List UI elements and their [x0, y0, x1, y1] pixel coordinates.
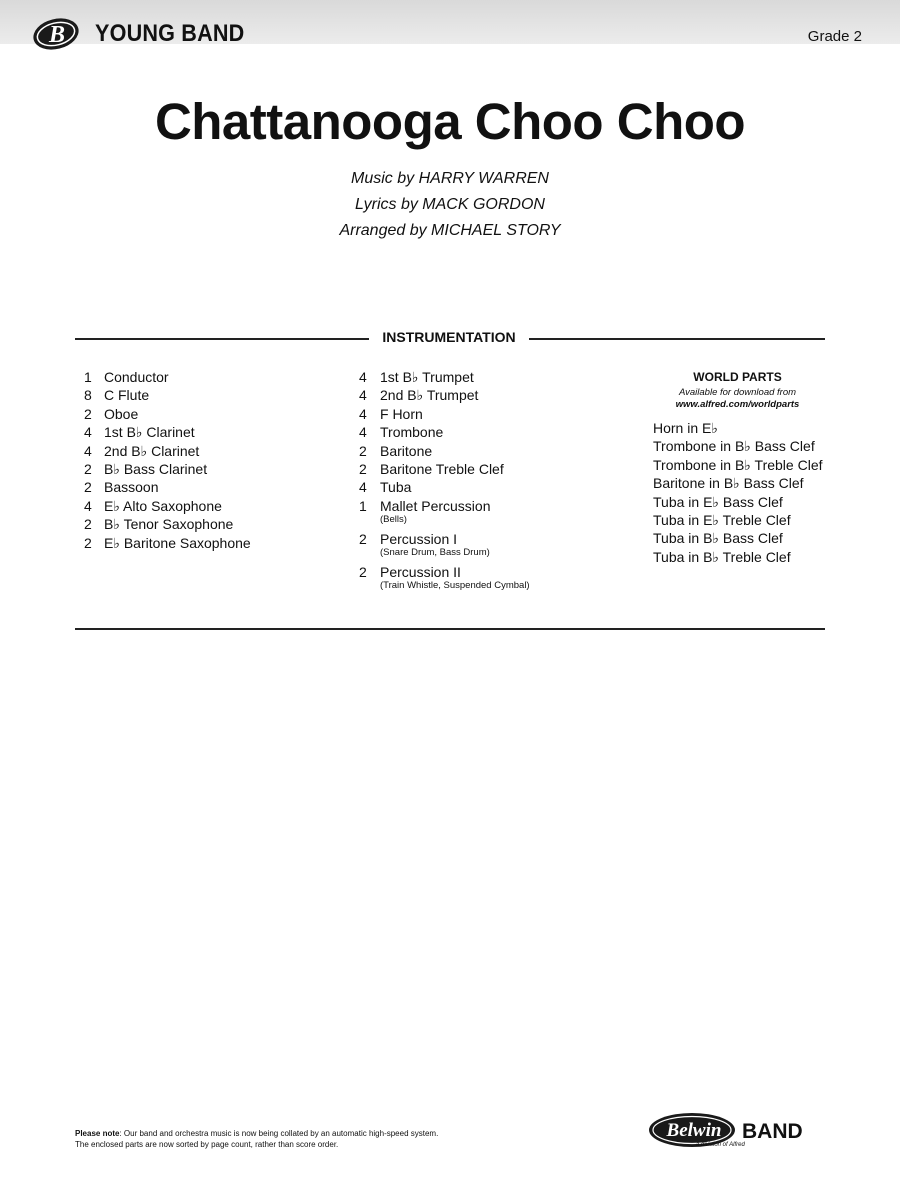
music-credit: Music by HARRY WARREN — [351, 170, 549, 187]
list-item: 1 Conductor — [84, 369, 169, 385]
grade-label: Grade 2 — [807, 28, 862, 45]
series-name: YOUNG BAND — [95, 20, 245, 47]
list-item: Trombone in B♭ Treble Clef — [653, 456, 823, 473]
list-item: 2 Baritone — [359, 442, 433, 459]
list-item: 2 B♭ Bass Clarinet — [84, 460, 208, 477]
list-item: 4 2nd B♭ Trumpet — [359, 387, 479, 404]
publisher-logo — [648, 1110, 828, 1152]
list-item: 8 C Flute — [84, 387, 150, 404]
list-item: Tuba in B♭ Bass Clef — [653, 530, 783, 547]
list-item: 4 F Horn — [359, 405, 423, 422]
series-logo-icon — [32, 12, 82, 58]
lyrics-credit: Lyrics by MACK GORDON — [355, 196, 545, 213]
world-parts-url: www.alfred.com/worldparts — [675, 399, 800, 410]
list-item: Tuba in B♭ Treble Clef — [653, 548, 791, 565]
belwin-logo-text: Belwin — [666, 1120, 722, 1141]
bottom-rule — [75, 628, 825, 630]
instrument-list-left — [84, 368, 251, 552]
list-item: 2 Percussion II (Train Whistle, Suspended Cymbal) — [359, 563, 530, 592]
list-item: 4 2nd B♭ Clarinet — [84, 442, 200, 459]
publisher-sub: a division of Alfred — [696, 1142, 745, 1148]
list-item: 2 Bassoon — [84, 479, 159, 496]
list-item: Horn in E♭ — [653, 420, 718, 436]
list-item: 4 1st B♭ Trumpet — [359, 369, 474, 385]
world-parts — [640, 370, 835, 566]
list-item-sub: (Bells) — [380, 514, 407, 526]
page-title: Chattanooga Choo Choo — [154, 93, 746, 150]
world-parts-list — [653, 419, 835, 566]
list-item: 4 E♭ Alto Saxophone — [84, 497, 222, 514]
list-item: 2 Oboe — [84, 405, 139, 422]
list-item: 2 B♭ Tenor Saxophone — [84, 516, 234, 533]
list-item: 2 Baritone Treble Clef — [359, 460, 504, 477]
list-item: 2 E♭ Baritone Saxophone — [84, 534, 251, 551]
list-item: 4 Tuba — [359, 479, 412, 496]
arranger-credit: Arranged by MICHAEL STORY — [339, 222, 561, 239]
list-item: 2 Percussion I (Snare Drum, Bass Drum) — [359, 530, 490, 559]
publisher-band: BAND — [742, 1120, 803, 1143]
list-item: Tuba in E♭ Treble Clef — [653, 511, 791, 528]
list-item: Baritone in B♭ Bass Clef — [653, 475, 804, 492]
world-parts-note: Available for download from — [678, 387, 797, 398]
collation-note: Please note: Our band and orchestra music is now being collated by an automatic high-speed system. The enclosed parts are now sorted by page count, rather than score order. — [75, 1129, 439, 1149]
list-item: 4 1st B♭ Clarinet — [84, 424, 195, 441]
list-item-sub: (Snare Drum, Bass Drum) — [380, 547, 490, 559]
instrumentation-heading: INSTRUMENTATION — [369, 326, 529, 348]
list-item: 4 Trombone — [359, 424, 444, 441]
series-logo-letter: B — [48, 22, 66, 48]
list-item: Tuba in E♭ Bass Clef — [653, 493, 783, 510]
list-item-sub: (Train Whistle, Suspended Cymbal) — [380, 580, 530, 592]
list-item: Trombone in B♭ Bass Clef — [653, 438, 815, 455]
list-item: 1 Mallet Percussion (Bells) — [359, 497, 491, 526]
instrument-list-middle — [359, 368, 530, 596]
credits — [0, 166, 900, 244]
world-parts-title: WORLD PARTS — [693, 370, 782, 384]
